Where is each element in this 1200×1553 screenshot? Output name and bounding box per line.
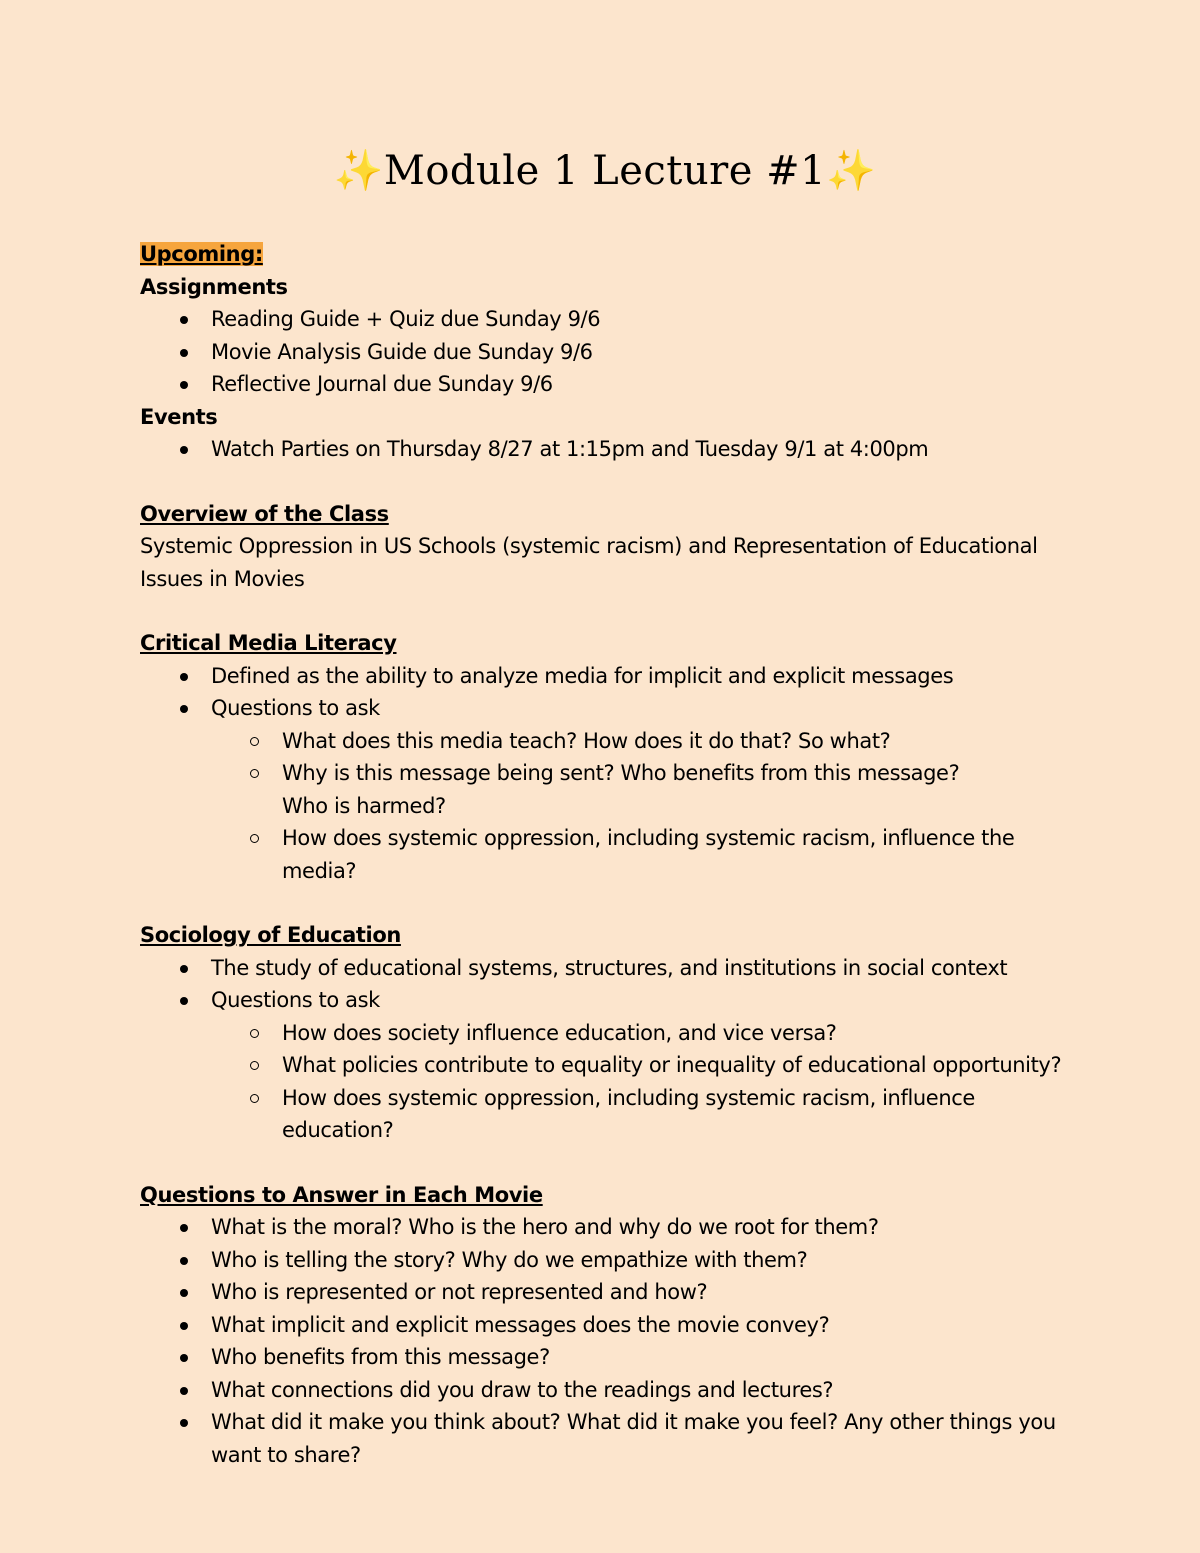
list-item: What connections did you draw to the readings and lectures? — [140, 1374, 1070, 1407]
sparkle-icon: ✨ — [826, 148, 877, 194]
list-item: The study of educational systems, structures, and institutions in social context — [140, 952, 1070, 985]
sociology-list — [140, 952, 1070, 1017]
events-label: Events — [140, 404, 218, 429]
sociology-questions — [140, 1017, 1070, 1147]
assignments-list — [140, 303, 1070, 401]
list-item: Watch Parties on Thursday 8/27 at 1:15pm and Tuesday 9/1 at 4:00pm — [140, 433, 1070, 466]
upcoming-section — [140, 238, 1070, 466]
list-item: Who is represented or not represented and how? — [140, 1276, 1070, 1309]
list-item: What is the moral? Who is the hero and why do we root for them? — [140, 1211, 1070, 1244]
list-item: Questions to ask — [140, 984, 1070, 1017]
list-item: Who benefits from this message? — [140, 1341, 1070, 1374]
list-item: Movie Analysis Guide due Sunday 9/6 — [140, 336, 1070, 369]
events-list — [140, 433, 1070, 466]
list-item: What policies contribute to equality or inequality of educational opportunity? — [140, 1049, 1070, 1082]
assignments-label: Assignments — [140, 274, 288, 299]
page-title — [140, 143, 1070, 199]
list-item: Defined as the ability to analyze media for implicit and explicit messages — [140, 660, 1070, 693]
overview-text: Systemic Oppression in US Schools (systemic racism) and Representation of Educational Issues in Movies — [140, 534, 1038, 591]
overview-section — [140, 498, 1070, 596]
list-item: How does society influence education, and vice versa? — [140, 1017, 1070, 1050]
list-item: Who is telling the story? Why do we empathize with them? — [140, 1244, 1070, 1277]
list-item: What implicit and explicit messages does the movie convey? — [140, 1309, 1070, 1342]
movie-questions-section — [140, 1179, 1070, 1472]
list-item: How does systemic oppression, including systemic racism, influence the media? — [140, 822, 1070, 887]
document-body — [140, 238, 1070, 1471]
critical-media-list — [140, 660, 1070, 725]
critical-media-questions — [140, 725, 1070, 888]
sociology-heading: Sociology of Education — [140, 923, 401, 947]
list-item: Reflective Journal due Sunday 9/6 — [140, 368, 1070, 401]
list-item: How does systemic oppression, including systemic racism, influence education? — [140, 1082, 1070, 1147]
sociology-section — [140, 919, 1070, 1147]
list-item: Questions to ask — [140, 692, 1070, 725]
list-item: What does this media teach? How does it do that? So what? — [140, 725, 1070, 758]
list-item: What did it make you think about? What did it make you feel? Any other things you want to share? — [140, 1406, 1070, 1471]
critical-media-heading: Critical Media Literacy — [140, 631, 397, 655]
list-item: Why is this message being sent? Who benefits from this message? Who is harmed? — [140, 757, 1070, 822]
movie-questions-heading: Questions to Answer in Each Movie — [140, 1182, 543, 1207]
movie-questions-list — [140, 1211, 1070, 1471]
title-text: Module 1 Lecture #1 — [383, 148, 827, 194]
sparkle-icon: ✨ — [333, 148, 384, 194]
upcoming-heading: Upcoming: — [140, 242, 263, 266]
overview-heading: Overview of the Class — [140, 501, 389, 526]
list-item: Reading Guide + Quiz due Sunday 9/6 — [140, 303, 1070, 336]
critical-media-section — [140, 627, 1070, 887]
